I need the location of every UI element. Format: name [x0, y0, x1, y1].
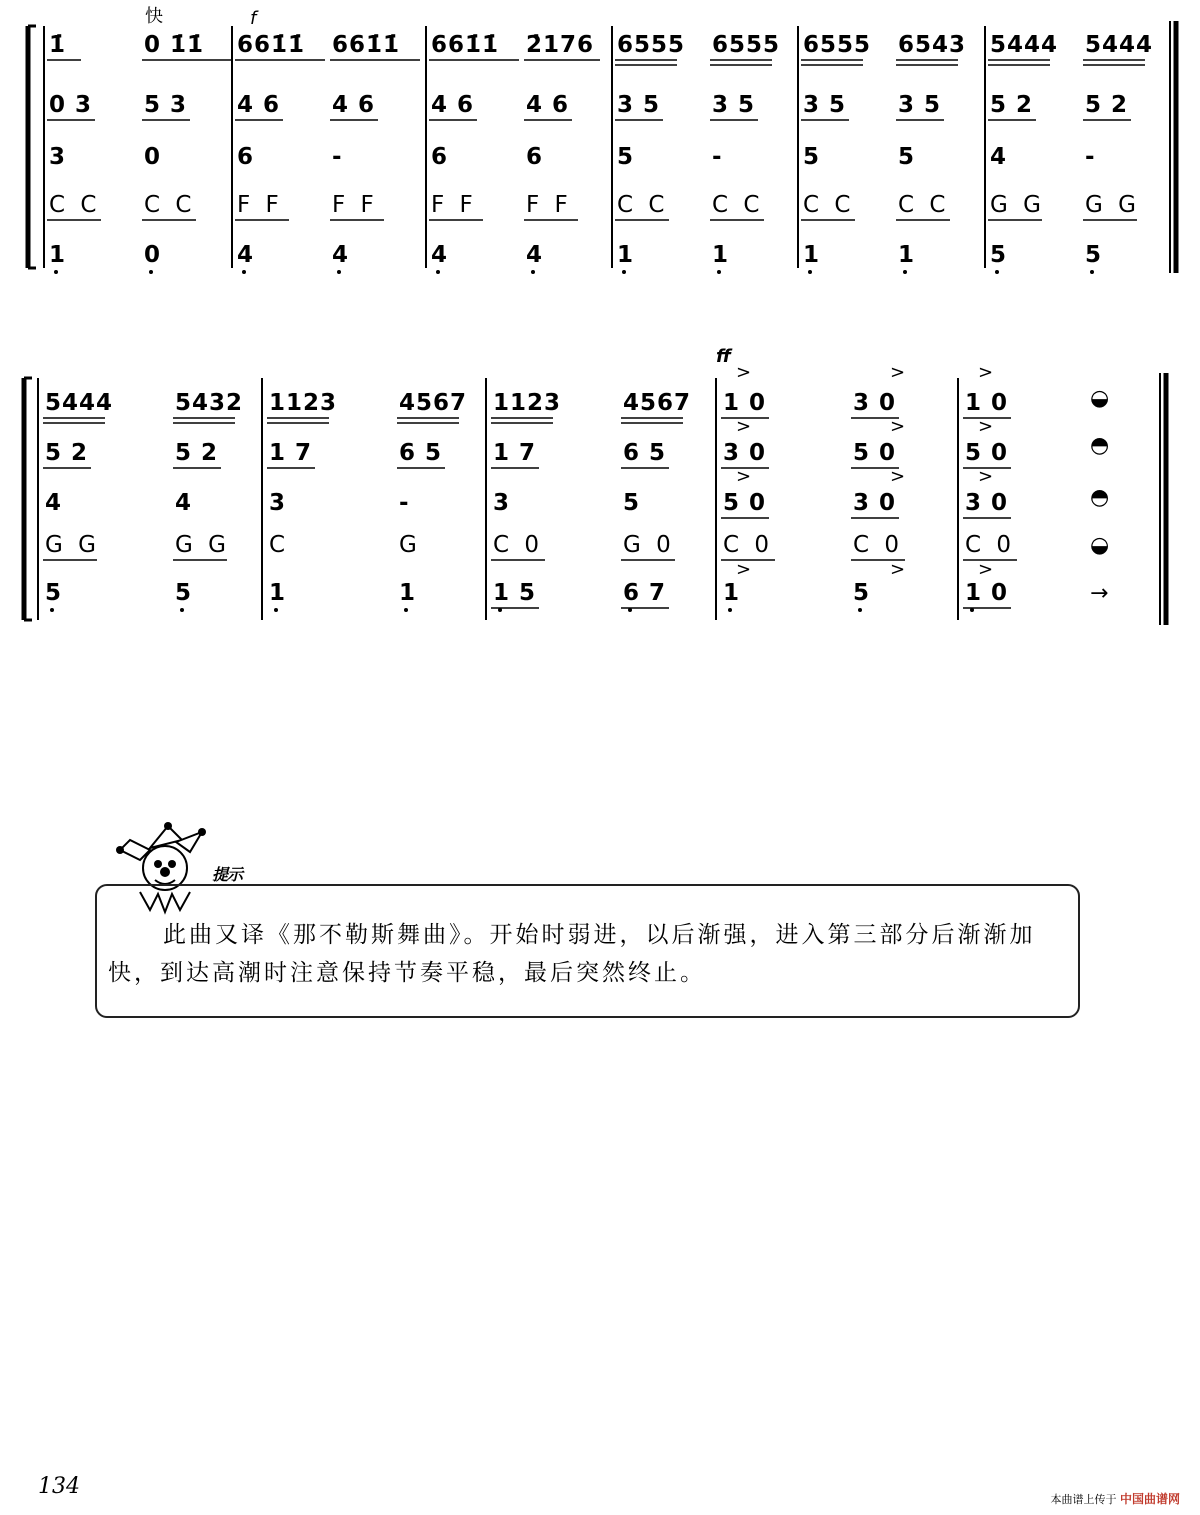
footer-credit	[1050, 1490, 1180, 1507]
note-ch: C C	[144, 192, 196, 218]
note-v2: 3 5	[712, 92, 756, 118]
note-v2: 5 2	[175, 440, 219, 466]
note-v2: 1 7	[269, 440, 313, 466]
note-bass: 1	[617, 242, 635, 268]
note-v1: 1123	[269, 390, 338, 416]
note-v2: 5 0	[965, 440, 1009, 466]
note-ch: C C	[803, 192, 855, 218]
note-bass: 5	[175, 580, 193, 606]
accent-mark: >	[978, 466, 994, 487]
end-symbol: →	[1090, 581, 1109, 606]
note-bass: 0	[144, 242, 162, 268]
note-v2: 6 5	[399, 440, 443, 466]
note-bass: 1	[399, 580, 417, 606]
note-v2: 4 6	[431, 92, 475, 118]
note-v1: 6543	[898, 32, 967, 58]
footer-site[interactable]: 中国曲谱网	[1119, 1492, 1180, 1506]
end-symbol: ◓	[1090, 433, 1110, 458]
low-octave-dot	[903, 270, 907, 274]
note-v1: 661̇1̇	[332, 32, 401, 58]
tempo-mark: 快	[145, 6, 163, 27]
note-bass: 4	[237, 242, 255, 268]
note-v1: 5444	[1085, 32, 1154, 58]
note-v1: 5444	[990, 32, 1059, 58]
note-v3: 5	[623, 490, 641, 516]
note-v2: 3 0	[723, 440, 767, 466]
accent-mark: >	[736, 559, 752, 580]
end-symbol: ◓	[1090, 485, 1110, 510]
note-bass: 1 0	[965, 580, 1009, 606]
dynamic-ff: ff	[716, 346, 731, 367]
note-ch: C C	[617, 192, 669, 218]
note-v2: 5 2	[990, 92, 1034, 118]
note-v3: 3	[269, 490, 287, 516]
low-octave-dot	[149, 270, 153, 274]
note-v3: 4	[45, 490, 63, 516]
low-octave-dot	[242, 270, 246, 274]
note-v3: 4	[175, 490, 193, 516]
note-bass: 4	[332, 242, 350, 268]
note-ch: C C	[898, 192, 950, 218]
note-v1: 3 0	[853, 390, 897, 416]
note-v3: 3	[49, 144, 67, 170]
footer-prefix: 本曲谱上传于	[1050, 1493, 1117, 1506]
note-v3: -	[332, 144, 343, 170]
note-ch: F F	[526, 192, 572, 218]
accent-mark: >	[736, 362, 752, 383]
note-v3: -	[399, 490, 410, 516]
low-octave-dot	[858, 608, 862, 612]
note-v2: 1 7	[493, 440, 537, 466]
note-v2: 3 5	[803, 92, 847, 118]
accent-mark: >	[978, 559, 994, 580]
note-v1: 5444	[45, 390, 114, 416]
note-v2: 5 3	[144, 92, 188, 118]
note-bass: 5	[1085, 242, 1103, 268]
low-octave-dot	[808, 270, 812, 274]
note-bass: 1	[898, 242, 916, 268]
note-v3: -	[1085, 144, 1096, 170]
accent-mark: >	[890, 362, 906, 383]
note-v3: 0	[144, 144, 162, 170]
low-octave-dot	[498, 608, 502, 612]
note-v3: 5	[898, 144, 916, 170]
note-bass: 6 7	[623, 580, 667, 606]
note-v1: 6555	[803, 32, 872, 58]
note-v3: 5 0	[723, 490, 767, 516]
note-v1: 1̇	[49, 32, 67, 58]
note-bass: 1	[712, 242, 730, 268]
note-ch: F F	[431, 192, 477, 218]
note-bass: 1	[723, 580, 741, 606]
note-ch: G	[399, 532, 421, 558]
accent-mark: >	[890, 466, 906, 487]
note-v3: 3	[493, 490, 511, 516]
low-octave-dot	[337, 270, 341, 274]
note-v1: 0 1̇1̇	[144, 32, 205, 58]
low-octave-dot	[728, 608, 732, 612]
note-ch: G 0	[623, 532, 675, 558]
note-ch: C 0	[723, 532, 774, 558]
note-v1: 1 0	[723, 390, 767, 416]
note-bass: 1	[49, 242, 67, 268]
low-octave-dot	[717, 270, 721, 274]
note-ch: G G	[1085, 192, 1140, 218]
low-octave-dot	[995, 270, 999, 274]
low-octave-dot	[1090, 270, 1094, 274]
note-v3: -	[712, 144, 723, 170]
note-v3: 5	[617, 144, 635, 170]
note-bass: 4	[431, 242, 449, 268]
note-v1: 2̇176	[526, 32, 595, 58]
note-v3: 6	[526, 144, 544, 170]
note-v1: 661̇1̇	[431, 32, 500, 58]
note-bass: 5	[45, 580, 63, 606]
note-ch: C 0	[965, 532, 1016, 558]
note-bass: 4	[526, 242, 544, 268]
end-symbol: ◒	[1090, 386, 1110, 411]
note-v1: 661̇1̇	[237, 32, 306, 58]
note-v2: 4 6	[237, 92, 281, 118]
note-v1: 6555	[712, 32, 781, 58]
note-v1: 6555	[617, 32, 686, 58]
note-v3: 5	[803, 144, 821, 170]
low-octave-dot	[436, 270, 440, 274]
note-ch: F F	[332, 192, 378, 218]
note-ch: F F	[237, 192, 283, 218]
hint-title: 提示	[212, 865, 243, 884]
page-number: 134	[38, 1474, 80, 1499]
accent-mark: >	[890, 416, 906, 437]
low-octave-dot	[622, 270, 626, 274]
note-v2: 3 5	[617, 92, 661, 118]
note-ch: G G	[990, 192, 1045, 218]
note-v2: 5 0	[853, 440, 897, 466]
dynamic-f: f	[250, 8, 257, 29]
note-ch: G G	[45, 532, 100, 558]
score-svg	[0, 0, 1200, 700]
low-octave-dot	[274, 608, 278, 612]
note-v1: 4567	[623, 390, 692, 416]
end-symbol: ◒	[1090, 533, 1110, 558]
note-ch: G G	[175, 532, 230, 558]
low-octave-dot	[404, 608, 408, 612]
accent-mark: >	[736, 416, 752, 437]
note-ch: C 0	[853, 532, 904, 558]
note-v2: 4 6	[526, 92, 570, 118]
accent-mark: >	[736, 466, 752, 487]
note-bass: 1	[269, 580, 287, 606]
low-octave-dot	[50, 608, 54, 612]
note-v2: 5 2	[1085, 92, 1129, 118]
note-ch: C C	[712, 192, 764, 218]
low-octave-dot	[54, 270, 58, 274]
accent-mark: >	[978, 416, 994, 437]
hint-text: 此曲又译《那不勒斯舞曲》。开始时弱进，以后渐强，进入第三部分后渐渐加快，到达高潮时注意保持节奏平稳，最后突然终止。	[108, 922, 1036, 986]
note-v1: 5432	[175, 390, 244, 416]
note-v3: 6	[431, 144, 449, 170]
note-v1: 1 0	[965, 390, 1009, 416]
accent-mark: >	[978, 362, 994, 383]
note-v2: 4 6	[332, 92, 376, 118]
note-v2: 3 5	[898, 92, 942, 118]
low-octave-dot	[970, 608, 974, 612]
note-v3: 4	[990, 144, 1008, 170]
note-ch: C 0	[493, 532, 544, 558]
note-v2: 5 2	[45, 440, 89, 466]
note-bass: 1 5	[493, 580, 537, 606]
note-v3: 6	[237, 144, 255, 170]
note-v1: 4567	[399, 390, 468, 416]
note-bass: 5	[853, 580, 871, 606]
note-ch: C C	[49, 192, 101, 218]
note-ch: C	[269, 532, 290, 558]
note-v3: 3 0	[853, 490, 897, 516]
low-octave-dot	[628, 608, 632, 612]
note-bass: 1	[803, 242, 821, 268]
note-v1: 1123	[493, 390, 562, 416]
low-octave-dot	[531, 270, 535, 274]
note-v2: 6 5	[623, 440, 667, 466]
note-bass: 5	[990, 242, 1008, 268]
accent-mark: >	[890, 559, 906, 580]
note-v2: 0 3	[49, 92, 93, 118]
note-v3: 3 0	[965, 490, 1009, 516]
low-octave-dot	[180, 608, 184, 612]
